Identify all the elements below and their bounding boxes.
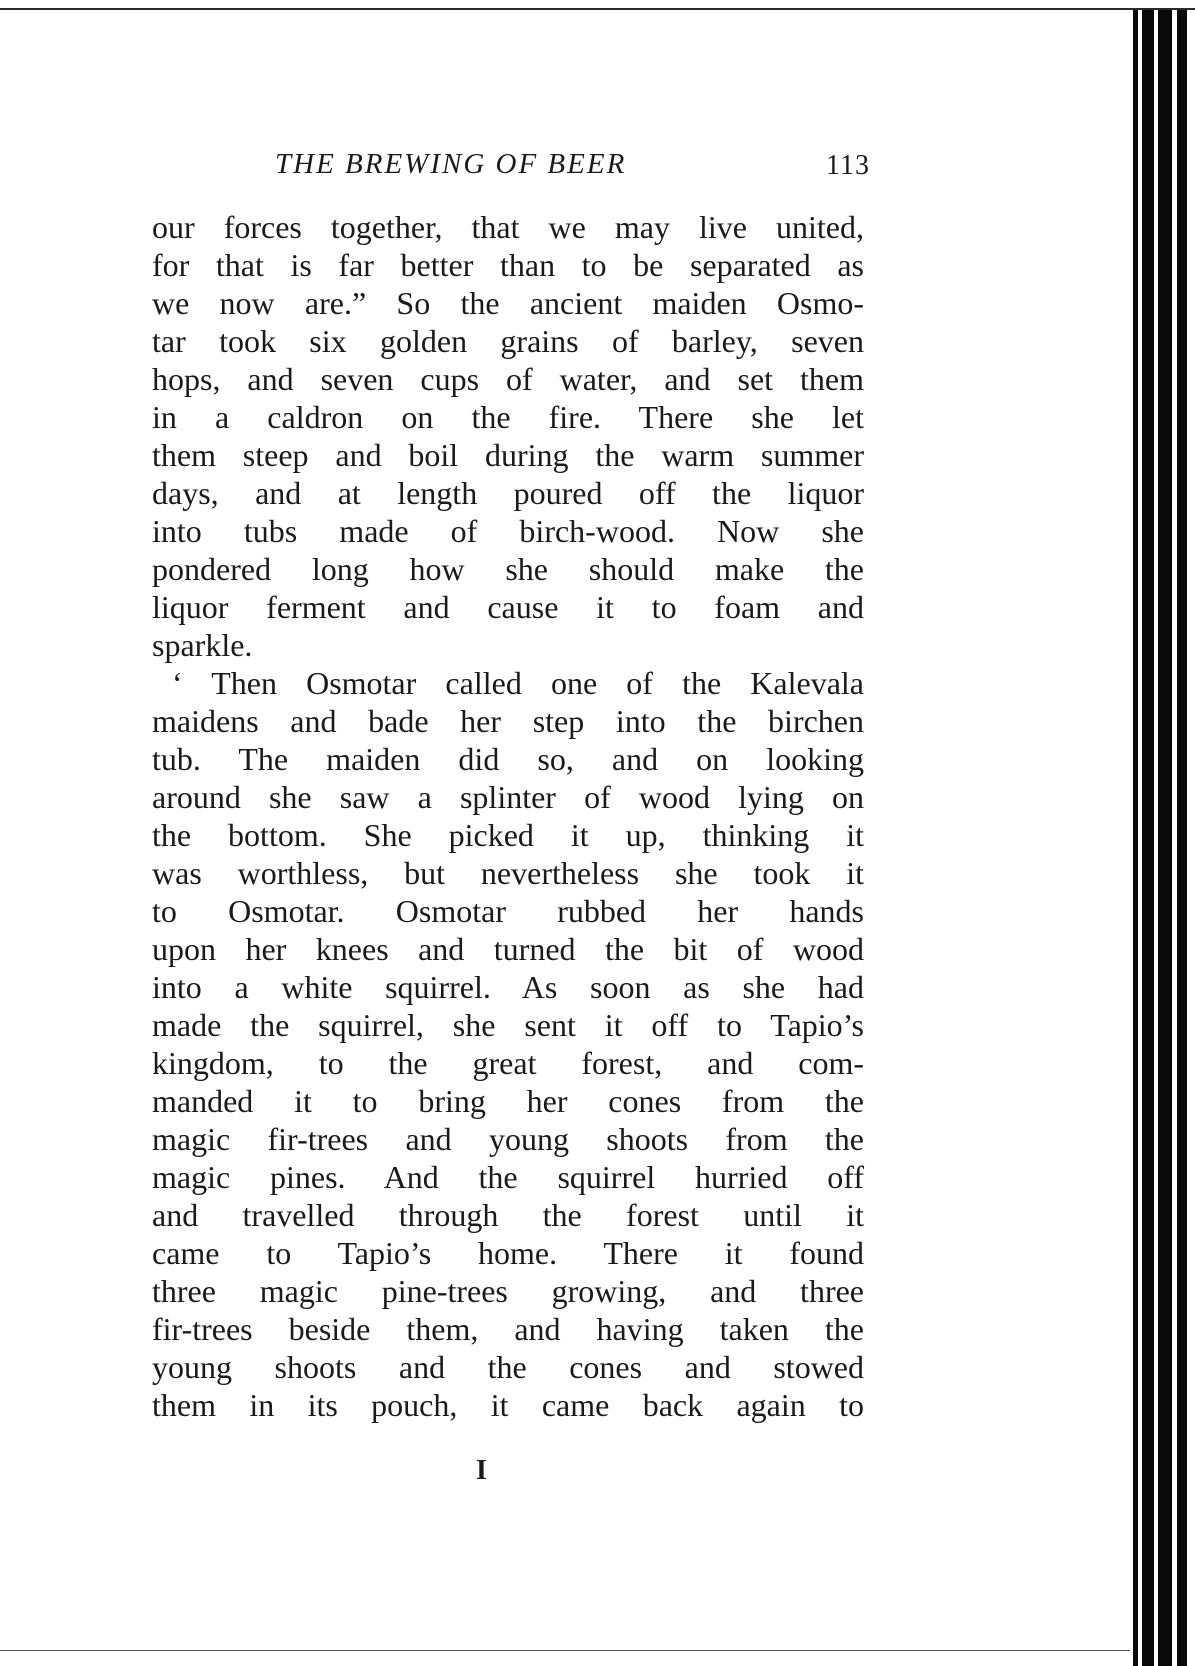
text-line: came to Tapio’s home. There it found — [152, 1235, 864, 1271]
text-line: maidens and bade her step into the birchen — [152, 703, 864, 739]
spine-bar — [1133, 10, 1138, 1666]
text-block — [152, 208, 864, 1424]
text-line: and travelled through the forest until it — [152, 1197, 864, 1233]
text-line: liquor ferment and cause it to foam and — [152, 589, 864, 625]
text-line: manded it to bring her cones from the — [152, 1083, 864, 1119]
text-line: made the squirrel, she sent it off to Tapio’s — [152, 1007, 864, 1043]
text-line: days, and at length poured off the liquor — [152, 475, 864, 511]
text-line: into tubs made of birch-wood. Now she — [152, 513, 864, 549]
spine-bar — [1142, 10, 1154, 1666]
running-head — [155, 148, 870, 188]
bottom-rule — [0, 1650, 1130, 1651]
text-line: tub. The maiden did so, and on looking — [152, 741, 864, 777]
text-line: kingdom, to the great forest, and com- — [152, 1045, 864, 1081]
paragraph-2 — [152, 664, 864, 1424]
text-line: pondered long how she should make the — [152, 551, 864, 587]
text-line: was worthless, but nevertheless she took it — [152, 855, 864, 891]
text-line: young shoots and the cones and stowed — [152, 1349, 864, 1385]
spine-bar — [1158, 10, 1172, 1666]
text-line: them steep and boil during the warm summer — [152, 437, 864, 473]
text-line: sparkle. — [152, 627, 253, 663]
signature-mark: I — [476, 1455, 487, 1486]
text-line: we now are.” So the ancient maiden Osmo- — [152, 285, 864, 321]
text-line: upon her knees and turned the bit of wood — [152, 931, 864, 967]
text-line: ‘ Then Osmotar called one of the Kalevala — [172, 665, 864, 701]
page-number: 113 — [826, 150, 870, 181]
top-rule — [0, 8, 1195, 10]
book-spine-shadow — [1125, 10, 1195, 1666]
text-line: for that is far better than to be separated as — [152, 247, 864, 283]
running-title: THE BREWING OF BEER — [275, 148, 627, 180]
text-line: in a caldron on the fire. There she let — [152, 399, 864, 435]
text-line: tar took six golden grains of barley, seven — [152, 323, 864, 359]
text-line: hops, and seven cups of water, and set them — [152, 361, 864, 397]
text-line: them in its pouch, it came back again to — [152, 1387, 864, 1423]
text-line: fir-trees beside them, and having taken the — [152, 1311, 864, 1347]
text-line: magic pines. And the squirrel hurried off — [152, 1159, 864, 1195]
paragraph-1 — [152, 208, 864, 664]
text-line: into a white squirrel. As soon as she had — [152, 969, 864, 1005]
spine-bar — [1177, 10, 1187, 1666]
text-line: to Osmotar. Osmotar rubbed her hands — [152, 893, 864, 929]
text-line: our forces together, that we may live united, — [152, 209, 864, 245]
text-line: magic fir-trees and young shoots from the — [152, 1121, 864, 1157]
text-line: around she saw a splinter of wood lying on — [152, 779, 864, 815]
text-line: three magic pine-trees growing, and three — [152, 1273, 864, 1309]
text-line: the bottom. She picked it up, thinking it — [152, 817, 864, 853]
